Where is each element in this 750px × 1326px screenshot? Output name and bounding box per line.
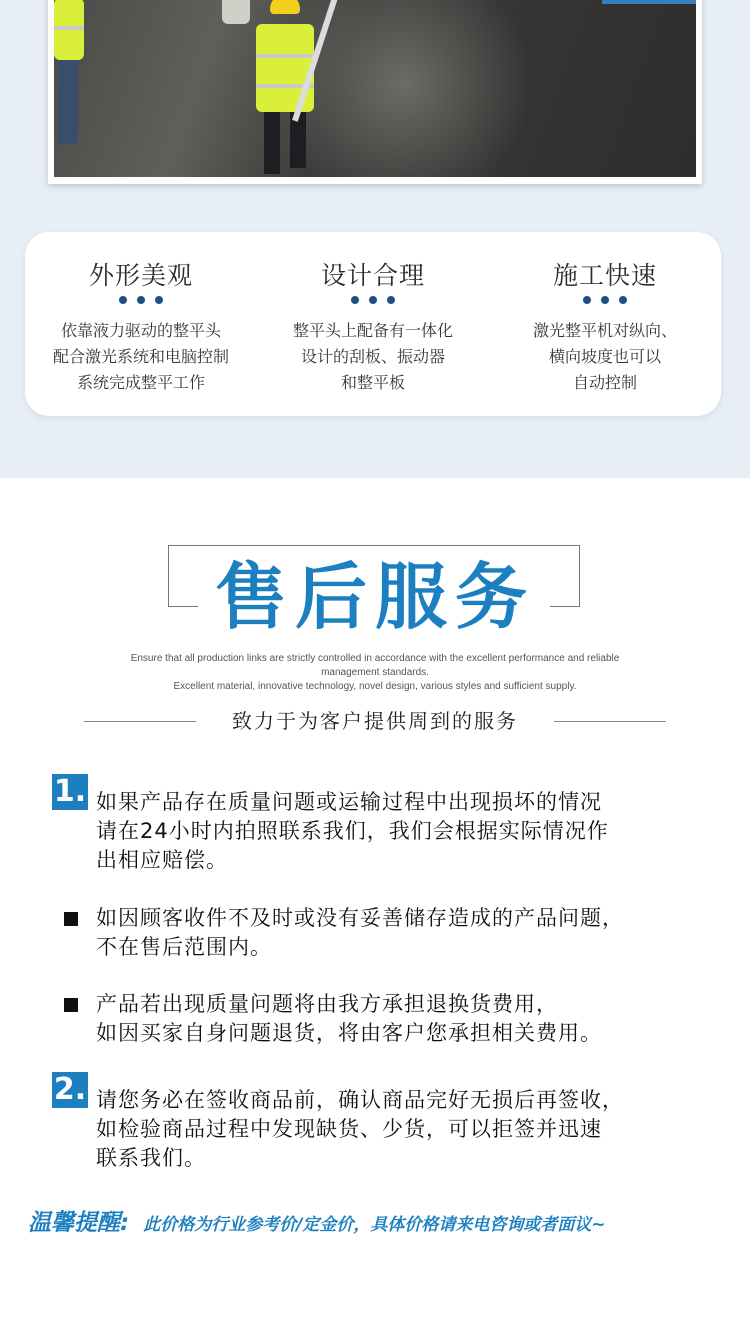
after-sales-title: 售后服务 (214, 555, 535, 639)
square-bullet-icon (64, 998, 78, 1012)
policy-item-2: 请您务必在签收商品前，确认商品完好无损后再签收， 如检验商品过程中发现缺货、少货，可以拒签并迅速 联系我们。 (96, 1088, 624, 1170)
feature-dots-decoration (489, 296, 721, 306)
photo-worker-main (250, 0, 340, 177)
after-sales-subtitle: 致力于为客户提供周到的服务 (232, 709, 518, 733)
reminder-text: 此价格为行业参考价/定金价，具体价格请来电咨询或者面议~ (143, 1215, 606, 1235)
feature-description: 依靠液力驱动的整平头 配合激光系统和电脑控制 系统完成整平工作 (52, 321, 229, 392)
feature-title: 设计合理 (320, 261, 425, 290)
photo-screed-blade (602, 0, 696, 4)
construction-photo (54, 0, 696, 177)
warm-reminder (28, 1204, 740, 1240)
reminder-label: 温馨提醒: (28, 1210, 130, 1236)
feature-description: 激光整平机对纵向、 横向坡度也可以 自动控制 (532, 321, 677, 392)
photo-worker-left (54, 0, 114, 164)
policy-bullet-2: 产品若出现质量问题将由我方承担退换货费用， 如因买家自身问题退货，将由客户您承担相关费用。 (96, 992, 602, 1045)
english-tagline: Ensure that all production links are strictly controlled in accordance with the excellent performance and reliable management standards. Excellent material, innovative technology, novel design, various styles and sufficient supply. (130, 653, 620, 692)
number-badge-1: 1. (53, 774, 87, 809)
feature-dots-decoration (257, 296, 489, 306)
square-bullet-icon (64, 912, 78, 926)
construction-photo-frame (48, 0, 702, 184)
divider-line (554, 721, 666, 722)
feature-dots-decoration (25, 296, 257, 306)
policy-bullet-1: 如因顾客收件不及时或没有妥善储存造成的产品问题， 不在售后范围内。 (96, 906, 624, 959)
features-card (25, 232, 721, 416)
subtitle-row (84, 706, 666, 736)
feature-title: 外形美观 (88, 261, 193, 290)
policy-item-1: 如果产品存在质量问题或运输过程中出现损坏的情况 请在24小时内拍照联系我们，我们会根据实际情况作 出相应赔偿。 (96, 790, 609, 872)
top-section (0, 0, 750, 478)
feature-description: 整平头上配备有一体化 设计的刮板、振动器 和整平板 (292, 321, 453, 392)
number-badge-2: 2. (53, 1072, 87, 1107)
feature-title: 施工快速 (552, 261, 657, 290)
